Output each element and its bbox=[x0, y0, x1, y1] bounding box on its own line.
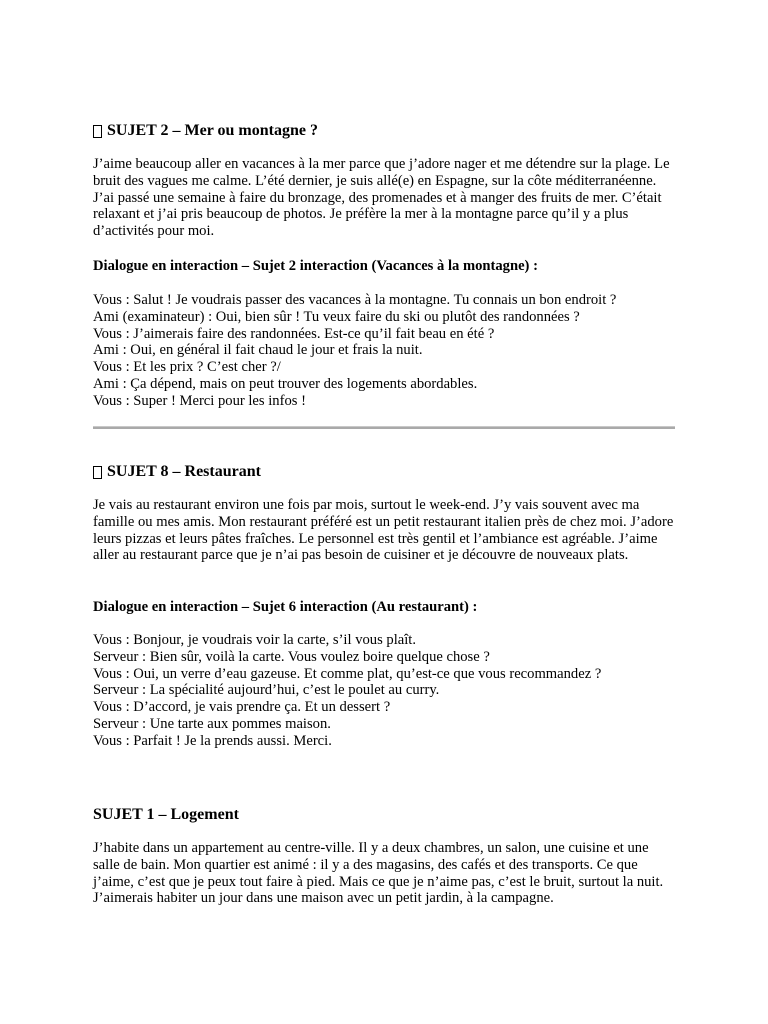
dialogue-line: Vous : D’accord, je vais prendre ça. Et un dessert ? bbox=[93, 699, 391, 716]
dialogue-line: Ami (examinateur) : Oui, bien sûr ! Tu veux faire du ski ou plutôt des randonnées ? bbox=[93, 308, 580, 325]
horizontal-divider bbox=[93, 426, 675, 429]
dialogue-line: Ami : Oui, en général il fait chaud le jour et frais la nuit. bbox=[93, 342, 423, 359]
dialogue-sujet-2 bbox=[93, 292, 616, 410]
missing-glyph-icon bbox=[93, 125, 102, 138]
section-title-text: SUJET 1 – Logement bbox=[93, 806, 239, 823]
dialogue-line: Ami : Ça dépend, mais on peut trouver des logements abordables. bbox=[93, 375, 478, 392]
dialogue-line: Vous : Bonjour, je voudrais voir la carte, s’il vous plaît. bbox=[93, 632, 416, 648]
dialogue-line: Vous : Super ! Merci pour les infos ! bbox=[93, 392, 306, 409]
missing-glyph-icon bbox=[93, 466, 102, 479]
section-title-sujet-2 bbox=[92, 121, 318, 141]
dialogue-line: Vous : Et les prix ? C’est cher ?/ bbox=[93, 359, 281, 376]
section-title-sujet-1 bbox=[93, 805, 239, 825]
dialogue-line: Serveur : Une tarte aux pommes maison. bbox=[93, 715, 331, 732]
dialogue-line: Vous : Oui, un verre d’eau gazeuse. Et comme plat, qu’est-ce que vous recommandez ? bbox=[93, 665, 602, 682]
dialogue-line: Vous : Parfait ! Je la prends aussi. Merci. bbox=[93, 732, 332, 749]
dialogue-line: Vous : J’aimerais faire des randonnées. Est-ce qu’il fait beau en été ? bbox=[93, 325, 495, 342]
dialogue-heading-sujet-2: Dialogue en interaction – Sujet 2 interaction (Vacances à la montagne) : bbox=[93, 258, 538, 274]
dialogue-heading-sujet-8: Dialogue en interaction – Sujet 6 interaction (Au restaurant) : bbox=[93, 599, 478, 615]
section-paragraph-sujet-2: J’aime beaucoup aller en vacances à la mer parce que j’adore nager et me détendre sur la plage. Le bruit des vagues me calme. L’été dernier, je suis allé(e) en Espagne, sur la côte méditerranéenne. J’ai passé une semaine à faire du bronzage, des promenades et à manger des fruits de mer. C’était relaxant et j’ai pris beaucoup de photos. Je préfère la mer à la montagne parce qu’il y a plus d’activités pour moi. bbox=[93, 156, 670, 240]
dialogue-line: Serveur : La spécialité aujourd’hui, c’est le poulet au curry. bbox=[93, 682, 440, 699]
section-title-text: SUJET 8 – Restaurant bbox=[107, 463, 261, 480]
section-paragraph-sujet-8: Je vais au restaurant environ une fois par mois, surtout le week-end. J’y vais souvent avec ma famille ou mes amis. Mon restaurant préféré est un petit restaurant italien près de chez moi. J’adore leurs pizzas et leurs pâtes fraîches. Le personnel est très gentil et l’ambiance est agréable. J’aime aller au restaurant parce que je n’ai pas besoin de cuisiner et je découvre de nouveaux plats. bbox=[93, 497, 674, 564]
section-title-text: SUJET 2 – Mer ou montagne ? bbox=[107, 122, 318, 139]
section-title-sujet-8 bbox=[92, 462, 261, 482]
dialogue-line: Serveur : Bien sûr, voilà la carte. Vous voulez boire quelque chose ? bbox=[93, 648, 490, 665]
section-paragraph-sujet-1: J’habite dans un appartement au centre-ville. Il y a deux chambres, un salon, une cuisine et une salle de bain. Mon quartier est animé : il y a des magasins, des cafés et des transports. Ce que j’aime, c’est que je peux tout faire à pied. Mais ce que je n’aime pas, c’est le bruit, surtout la nuit. J’aimerais habiter un jour dans une maison avec un petit jardin, à la campagne. bbox=[93, 840, 664, 907]
dialogue-sujet-8 bbox=[93, 632, 601, 750]
dialogue-line: Vous : Salut ! Je voudrais passer des vacances à la montagne. Tu connais un bon endroit ? bbox=[93, 292, 617, 308]
